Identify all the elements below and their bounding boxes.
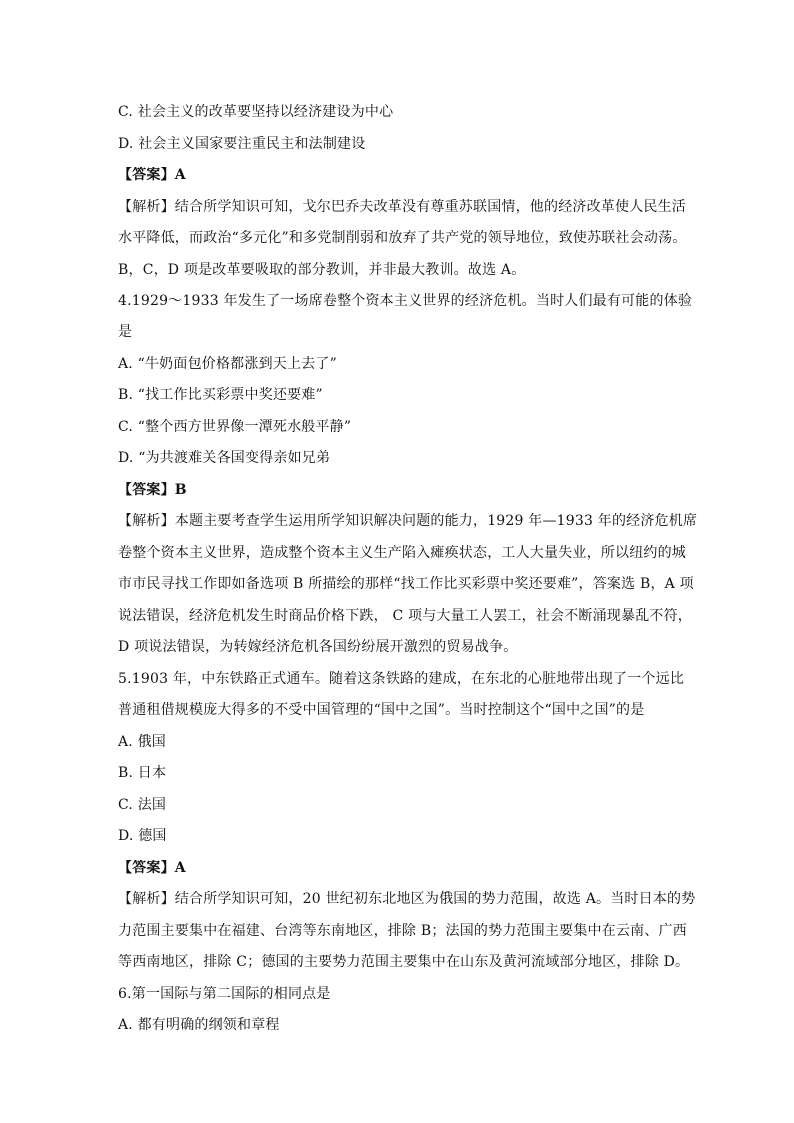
option-a-line: A. 都有明确的纲领和章程	[118, 1017, 280, 1033]
analysis-line: 【解析】本题主要考查学生运用所学知识解决问题的能力，1929 年—1933 年的经济危机席	[118, 513, 698, 529]
option-b-line: B. “找工作比买彩票中奖还要难”	[118, 387, 323, 403]
analysis-line: B，C，D 项是改革要吸取的部分教训，并非最大教训。故选 A。	[118, 262, 526, 278]
analysis-line: 【解析】结合所学知识可知，戈尔巴乔夫改革没有尊重苏联国情，他的经济改革使人民生活	[118, 199, 686, 215]
option-b-line: B. 日本	[118, 765, 167, 781]
analysis-line: 市市民寻找工作即如备选项 B 所描绘的那样“找工作比买彩票中奖还要难”，答案选 B，A 项	[118, 576, 694, 592]
answer-label: 【答案】A	[118, 167, 186, 183]
analysis-line: 水平降低，而政治“多元化”和多党制削弱和放弃了共产党的领导地位，致使苏联社会动荡。	[118, 230, 687, 246]
option-c-line: C. 法国	[118, 797, 167, 813]
option-c-line: C. “整个西方世界像一潭死水般平静”	[118, 419, 352, 435]
analysis-line: 说法错误，经济危机发生时商品价格下跌， C 项与大量工人罢工，社会不断涌现暴乱不符，	[118, 608, 693, 624]
question-5-line: 5.1903 年，中东铁路正式通车。随着这条铁路的建成，在东北的心脏地带出现了一个远比	[118, 671, 685, 687]
option-a-line: A. “牛奶面包价格都涨到天上去了”	[118, 356, 337, 372]
question-4-line: 是	[118, 324, 133, 340]
answer-label: 【答案】B	[118, 482, 187, 498]
answer-label: 【答案】A	[118, 860, 186, 876]
analysis-line: 力范围主要集中在福建、台湾等东南地区，排除 B；法国的势力范围主要集中在云南、广西	[118, 923, 687, 939]
option-c-line: C. 社会主义的改革要坚持以经济建设为中心	[118, 104, 394, 120]
analysis-line: 卷整个资本主义世界，造成整个资本主义生产陷入瘫痪状态，工人大量失业，所以纽约的城	[118, 545, 686, 561]
question-5-line: 普通租借规模庞大得多的不受中国管理的“国中之国”。当时控制这个“国中之国”的是	[118, 702, 645, 718]
analysis-line: 等西南地区，排除 C；德国的主要势力范围主要集中在山东及黄河流域部分地区，排除 D。	[118, 954, 690, 970]
question-6-line: 6.第一国际与第二国际的相同点是	[118, 986, 331, 1002]
option-a-line: A. 俄国	[118, 734, 167, 750]
option-d-line: D. 社会主义国家要注重民主和法制建设	[118, 136, 366, 152]
analysis-line: D 项说法错误，为转嫁经济危机各国纷纷展开激烈的贸易战争。	[118, 639, 518, 655]
option-d-line: D. “为共渡难关各国变得亲如兄弟	[118, 450, 331, 466]
question-4-line: 4.1929～1933 年发生了一场席卷整个资本主义世界的经济危机。当时人们最有可能的体验	[118, 293, 693, 309]
option-d-line: D. 德国	[118, 828, 167, 844]
analysis-line: 【解析】结合所学知识可知，20 世纪初东北地区为俄国的势力范围，故选 A。当时日本的势	[118, 891, 696, 907]
